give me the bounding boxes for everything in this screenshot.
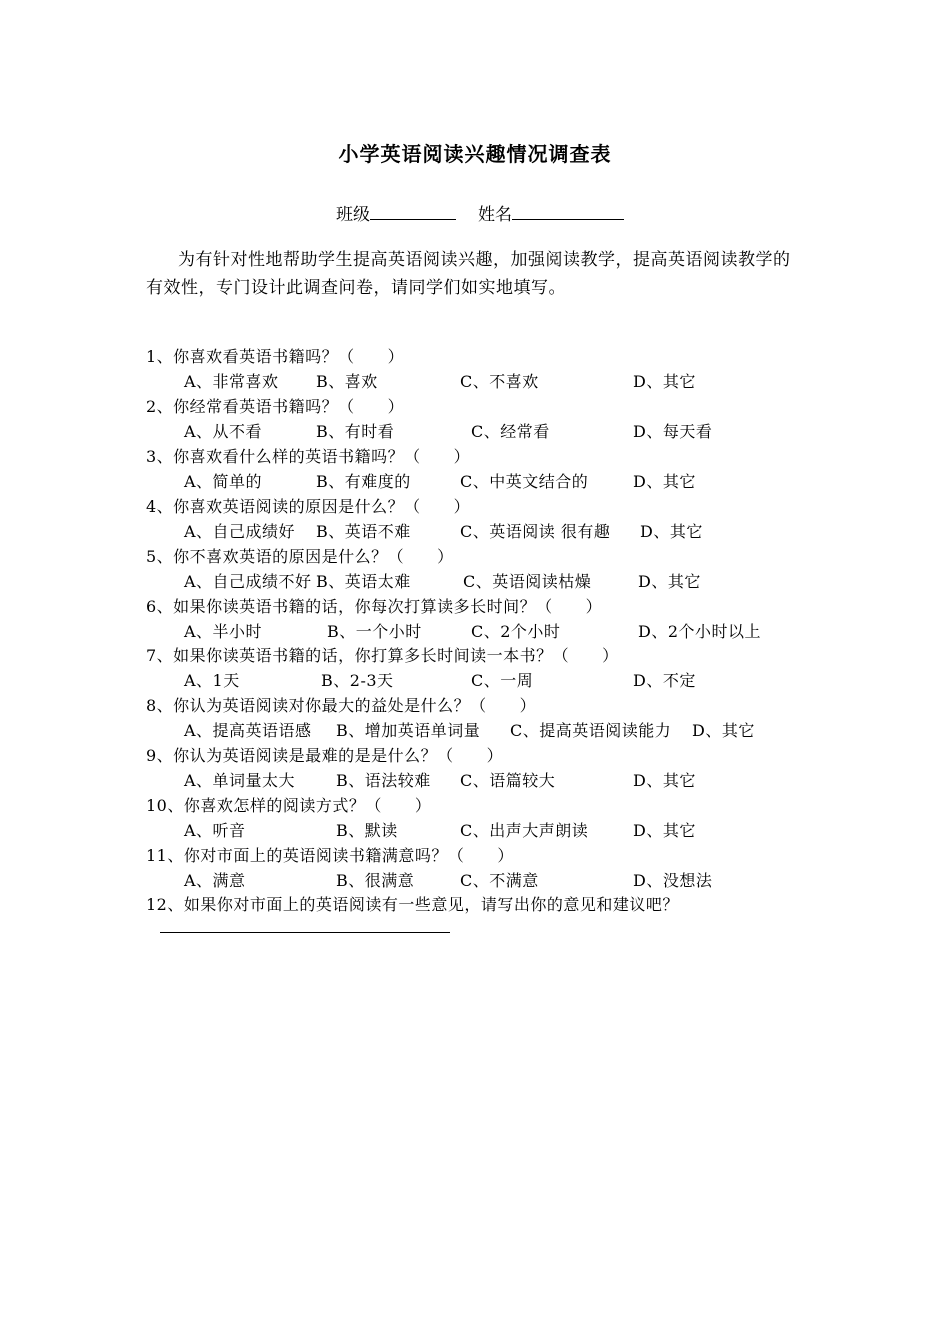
q11-option-b[interactable]: B、很满意 [336, 871, 415, 890]
student-info [336, 200, 624, 225]
q3-option-c[interactable]: C、中英文结合的 [460, 472, 589, 491]
q2-option-a[interactable]: A、从不看 [184, 422, 263, 441]
q2-option-c[interactable]: C、经常看 [471, 422, 550, 441]
class-label: 班级 [336, 205, 370, 225]
q10-option-c[interactable]: C、出声大声朗读 [460, 821, 589, 840]
q4-option-d[interactable]: D、其它 [640, 522, 703, 541]
question-8: 8、你认为英语阅读对你最大的益处是什么？（ ） [146, 696, 537, 715]
q9-option-a[interactable]: A、单词量太大 [184, 771, 296, 790]
q3-option-d[interactable]: D、其它 [633, 472, 696, 491]
q2-option-d[interactable]: D、每天看 [633, 422, 713, 441]
q4-option-a[interactable]: A、自己成绩好 [184, 522, 296, 541]
q6-option-c[interactable]: C、2个小时 [471, 622, 561, 641]
question-3: 3、你喜欢看什么样的英语书籍吗？（ ） [146, 447, 471, 466]
q5-option-b[interactable]: B、英语太难 [316, 572, 411, 591]
q6-option-b[interactable]: B、一个小时 [327, 622, 422, 641]
q10-option-a[interactable]: A、听音 [184, 821, 246, 840]
intro-paragraph: 为有针对性地帮助学生提高英语阅读兴趣，加强阅读教学，提高英语阅读教学的有效性，专门设计此调查问卷，请同学们如实地填写。 [146, 250, 791, 298]
q8-option-a[interactable]: A、提高英语语感 [184, 721, 312, 740]
q5-option-d[interactable]: D、其它 [638, 572, 701, 591]
question-12: 12、如果你对市面上的英语阅读有一些意见，请写出你的意见和建议吧？ [146, 895, 679, 914]
q1-option-c[interactable]: C、不喜欢 [460, 372, 539, 391]
q10-option-d[interactable]: D、其它 [633, 821, 696, 840]
question-1: 1、你喜欢看英语书籍吗？（ ） [146, 347, 405, 366]
q9-option-c[interactable]: C、语篇较大 [460, 771, 556, 790]
question-6: 6、如果你读英语书籍的话，你每次打算读多长时间？（ ） [146, 597, 603, 616]
q4-option-c[interactable]: C、英语阅读 很有趣 [460, 522, 611, 541]
q6-option-a[interactable]: A、半小时 [184, 622, 263, 641]
q2-option-b[interactable]: B、有时看 [316, 422, 395, 441]
q1-option-b[interactable]: B、喜欢 [316, 372, 378, 391]
q8-option-c[interactable]: C、提高英语阅读能力 [510, 721, 672, 740]
q9-option-d[interactable]: D、其它 [633, 771, 696, 790]
q10-option-b[interactable]: B、默读 [336, 821, 398, 840]
q5-option-a[interactable]: A、自己成绩不好 [184, 572, 312, 591]
q3-option-a[interactable]: A、简单的 [184, 472, 263, 491]
q9-option-b[interactable]: B、语法较难 [336, 771, 431, 790]
q6-option-d[interactable]: D、2个小时以上 [638, 622, 762, 641]
q11-option-d[interactable]: D、没想法 [633, 871, 713, 890]
page-title: 小学英语阅读兴趣情况调查表 [338, 142, 612, 166]
q8-option-b[interactable]: B、增加英语单词量 [336, 721, 481, 740]
q8-option-d[interactable]: D、其它 [692, 721, 755, 740]
q11-option-c[interactable]: C、不满意 [460, 871, 539, 890]
question-9: 9、你认为英语阅读是最难的是是什么？（ ） [146, 746, 504, 765]
q7-option-b[interactable]: B、2-3天 [321, 671, 394, 690]
name-blank[interactable] [512, 201, 624, 220]
question-7: 7、如果你读英语书籍的话，你打算多长时间读一本书？（ ） [146, 646, 619, 665]
question-5: 5、你不喜欢英语的原因是什么？（ ） [146, 547, 454, 566]
question-10: 10、你喜欢怎样的阅读方式？（ ） [146, 796, 432, 815]
q3-option-b[interactable]: B、有难度的 [316, 472, 411, 491]
q7-option-d[interactable]: D、不定 [633, 671, 696, 690]
q4-option-b[interactable]: B、英语不难 [316, 522, 411, 541]
q7-option-c[interactable]: C、一周 [471, 671, 534, 690]
name-label: 姓名 [478, 205, 512, 225]
question-4: 4、你喜欢英语阅读的原因是什么？（ ） [146, 497, 471, 516]
q11-option-a[interactable]: A、满意 [184, 871, 246, 890]
class-blank[interactable] [370, 201, 456, 220]
question-2: 2、你经常看英语书籍吗？（ ） [146, 397, 405, 416]
q1-option-d[interactable]: D、其它 [633, 372, 696, 391]
q5-option-c[interactable]: C、英语阅读枯燥 [463, 572, 592, 591]
question-11: 11、你对市面上的英语阅读书籍满意吗？（ ） [146, 846, 514, 865]
q1-option-a[interactable]: A、非常喜欢 [184, 372, 279, 391]
q7-option-a[interactable]: A、1天 [184, 671, 240, 690]
answer-line[interactable] [160, 932, 450, 933]
